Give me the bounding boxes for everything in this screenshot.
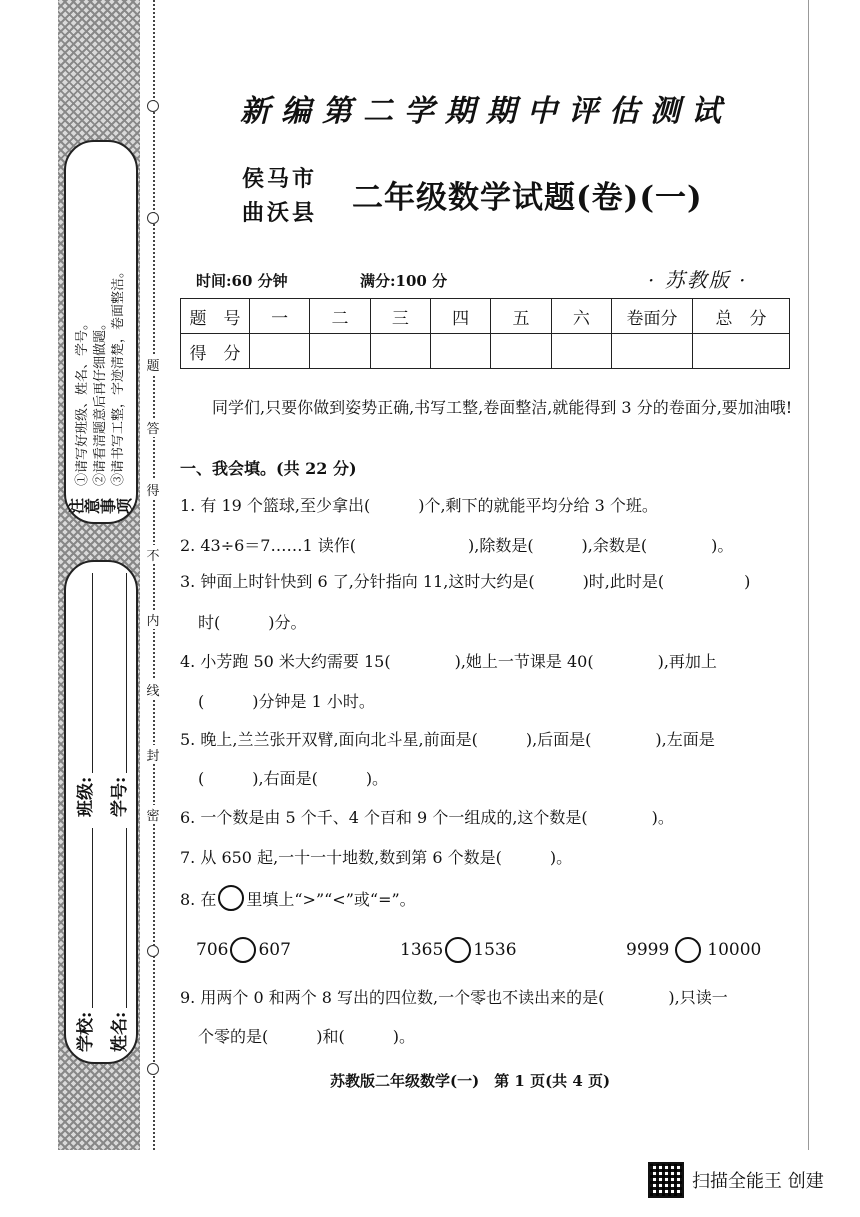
score-input[interactable] (551, 334, 611, 369)
cut-word: 题 (146, 355, 160, 374)
compare-right: 1536 (473, 940, 517, 960)
question-text: 里填上“>”“<”或“=”。 (246, 889, 416, 909)
question-text: 9. 用两个 0 和两个 8 写出的四位数,一个零也不读出来的是( ),只读一 (180, 988, 728, 1007)
student-info-box (64, 560, 138, 1064)
cut-word: 答 (146, 418, 160, 437)
school-label: 学校: (75, 1011, 96, 1052)
time-limit: 时间:60 分钟 (196, 272, 288, 290)
notice-lines (74, 265, 128, 486)
school-field[interactable] (74, 828, 93, 1008)
compare-right: 607 (258, 940, 291, 960)
cut-word: 不 (146, 545, 160, 564)
scanner-watermark (648, 1162, 824, 1198)
question-text: ( ),右面是( )。 (198, 769, 389, 788)
question-text: 2. 43÷6＝7……1 读作( ),除数是( ),余数是( )。 (180, 536, 734, 555)
cut-word: 得 (146, 480, 160, 499)
question-9-cont (198, 1024, 415, 1047)
cut-line (153, 0, 155, 1150)
cut-circle (147, 100, 159, 112)
county-names (242, 162, 317, 230)
question-text: 8. 在 (180, 889, 217, 909)
score-header-row (181, 299, 790, 334)
score-cell: 四 (430, 299, 490, 334)
intro-text: 同学们,只要你做到姿势正确,书写工整,卷面整洁,就能得到 3 分的卷面分,要加油哦! (212, 398, 793, 417)
cut-circle (147, 1063, 159, 1075)
full-score: 满分:100 分 (360, 272, 448, 290)
question-4-cont (198, 689, 375, 712)
question-text: 7. 从 650 起,一十一十地数,数到第 6 个数是( )。 (180, 848, 573, 867)
name-field[interactable] (108, 828, 127, 1008)
score-cell: 总 分 (693, 299, 790, 334)
question-6 (180, 805, 674, 828)
compare-item (626, 937, 761, 963)
notice-box (64, 140, 138, 524)
student-number-field[interactable] (108, 573, 127, 773)
question-3 (180, 569, 750, 592)
answer-circle[interactable] (675, 937, 701, 963)
question-8 (180, 885, 416, 911)
compare-item (196, 937, 291, 963)
score-input[interactable] (693, 334, 790, 369)
question-text: 时( )分。 (198, 613, 307, 632)
cut-word: 内 (146, 610, 160, 629)
score-input[interactable] (491, 334, 551, 369)
score-table (180, 298, 790, 369)
cut-word: 封 (146, 745, 160, 764)
score-cell: 三 (370, 299, 430, 334)
cut-circle (147, 212, 159, 224)
compare-left: 1365 (400, 940, 444, 960)
question-4 (180, 649, 717, 672)
notice-line: ①请写好班级、姓名、学号。 (75, 316, 90, 486)
compare-right: 10000 (707, 940, 762, 960)
county-1: 侯马市 (242, 166, 318, 192)
question-5 (180, 727, 715, 750)
class-label: 班级: (75, 776, 96, 817)
question-9 (180, 985, 728, 1008)
edition-label: · 苏教版 · (648, 268, 748, 292)
question-2 (180, 533, 733, 556)
cut-circle (147, 945, 159, 957)
question-text: 6. 一个数是由 5 个千、4 个百和 9 个一组成的,这个数是( )。 (180, 808, 674, 827)
score-input[interactable] (250, 334, 310, 369)
student-number-label: 学号: (109, 776, 130, 817)
score-input[interactable] (310, 334, 370, 369)
score-value-row (181, 334, 790, 369)
score-input[interactable] (370, 334, 430, 369)
section-heading: 一、我会填。(共 22 分) (180, 459, 357, 478)
question-text: 5. 晚上,兰兰张开双臂,面向北斗星,前面是( ),后面是( ),左面是 (180, 730, 715, 749)
question-text: 1. 有 19 个篮球,至少拿出( )个,剩下的就能平均分给 3 个班。 (180, 496, 658, 515)
score-cell: 题 号 (181, 299, 250, 334)
question-7 (180, 845, 572, 868)
score-cell: 卷面分 (612, 299, 693, 334)
question-text: ( )分钟是 1 小时。 (198, 692, 375, 711)
notice-line: ②请看清题意后再仔细做题。 (93, 316, 108, 486)
score-input[interactable] (430, 334, 490, 369)
page-footer: 苏教版二年级数学(一) 第 1 页(共 4 页) (330, 1072, 611, 1090)
score-cell: 二 (310, 299, 370, 334)
qr-code-icon (648, 1162, 684, 1198)
score-cell: 五 (491, 299, 551, 334)
question-text: 3. 钟面上时针快到 6 了,分针指向 11,这时大约是( )时,此时是( ) (180, 572, 751, 591)
name-label: 姓名: (109, 1011, 130, 1052)
score-cell: 得 分 (181, 334, 250, 369)
question-1 (180, 493, 658, 516)
score-input[interactable] (612, 334, 693, 369)
compare-item (400, 937, 517, 963)
question-5-cont (198, 766, 388, 789)
page-edge (808, 0, 809, 1150)
question-3-cont (198, 610, 307, 633)
compare-circle-icon (218, 885, 244, 911)
compare-left: 9999 (626, 940, 670, 960)
cut-word: 线 (146, 680, 160, 699)
exam-title: 新编第二学期期中评估测试 (240, 94, 732, 129)
answer-circle[interactable] (230, 937, 256, 963)
question-text: 个零的是( )和( )。 (198, 1027, 415, 1046)
question-text: 4. 小芳跑 50 米大约需要 15( ),她上一节课是 40( ),再加上 (180, 652, 717, 671)
scanner-text: 扫描全能王 创建 (692, 1171, 824, 1192)
class-field[interactable] (74, 573, 93, 773)
answer-circle[interactable] (445, 937, 471, 963)
score-cell: 六 (551, 299, 611, 334)
compare-left: 706 (196, 940, 229, 960)
score-cell: 一 (250, 299, 310, 334)
paper-title: 二年级数学试题(卷)(一) (352, 180, 703, 216)
notice-line: ③请书写工整，字迹清楚，卷面整洁。 (111, 264, 126, 486)
county-2: 曲沃县 (242, 200, 318, 226)
cut-word: 密 (146, 805, 160, 824)
notice-title: 注意事项 (67, 497, 134, 514)
